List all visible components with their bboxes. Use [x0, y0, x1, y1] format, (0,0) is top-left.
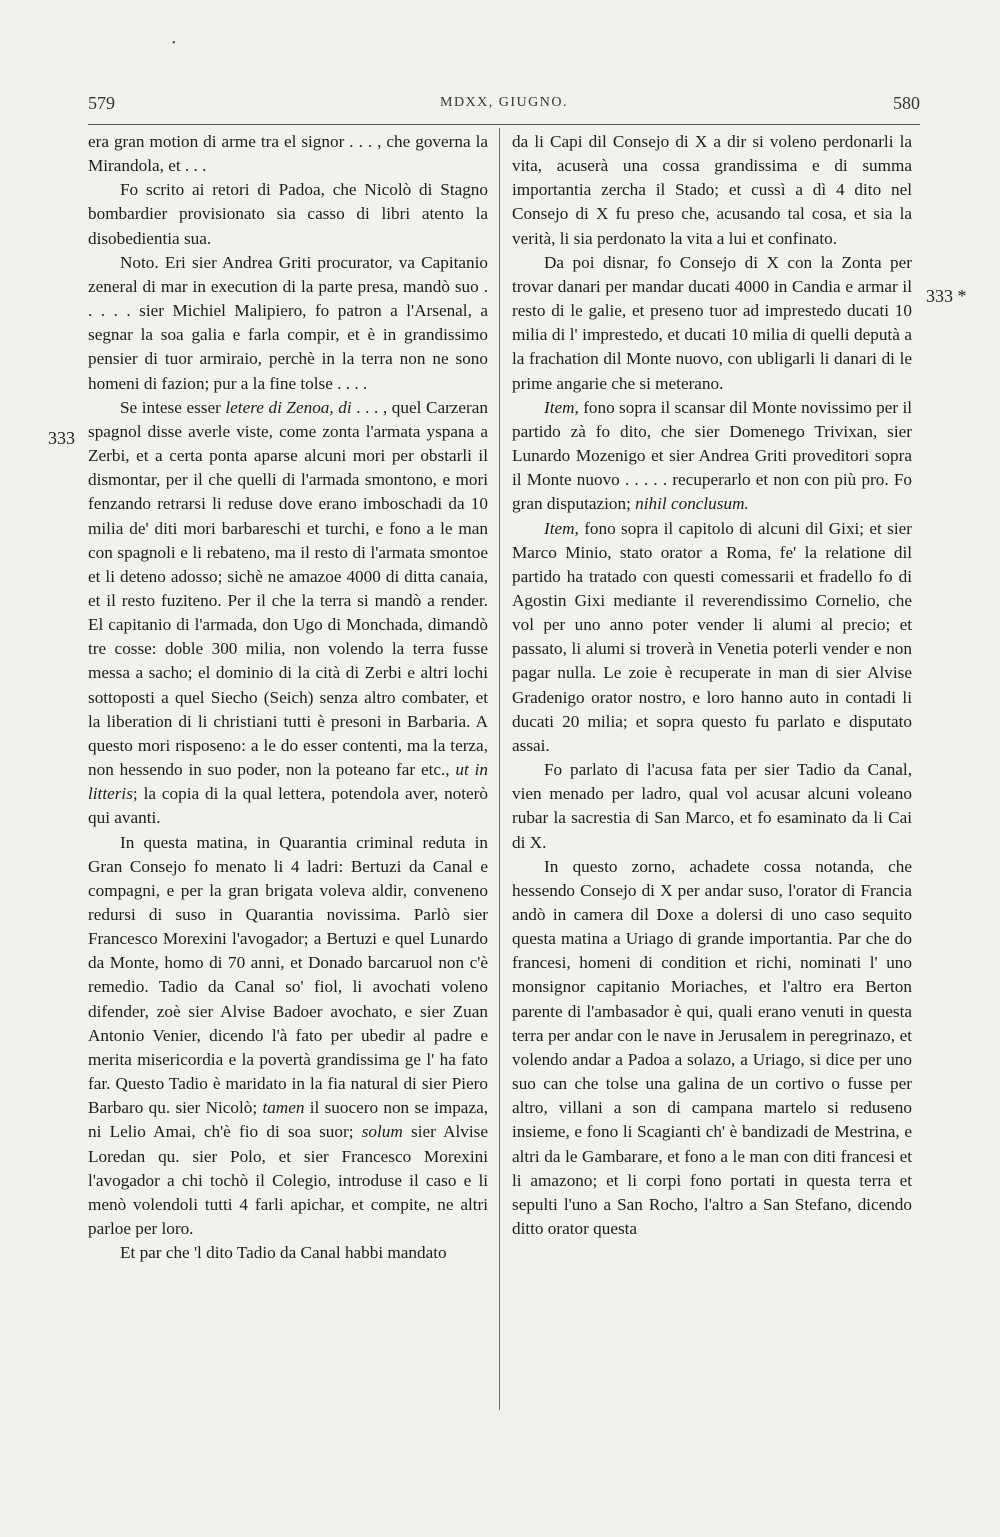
italic-text: letere di Zenoa, di	[225, 397, 352, 417]
header-rule	[88, 124, 920, 125]
paragraph	[512, 855, 912, 1242]
left-page-number: 579	[88, 93, 115, 113]
text-run: sier Alvise Loredan qu. sier Polo, et sier Francesco Morexini l'avogador a chi tochò il Colegio, introduse il caso e li menò volendoli tutti 4 farli apichar, et compite, ne altri parloe per loro.	[88, 1122, 488, 1239]
text-run: . . . , quel Carzeran spagnol disse averle viste, come zonta l'armata yspana a Zerbi, et a certa ponta aparse alcuni mori per obstarli il dismontar, per il che quelli di l'armada smontono, e mori fenzando retrarsi li reduse dove erano imboschadi da 10 milia de' diti mori barbareschi et turchi, e fono a le man con spagnoli e li rebateno, ma il resto di l'armata smontoe et li deteno adosso; sichè ne amazoe 4000 di ditta canaia, et il resto fuziteno. Per il che la terra si mandò a render. El capitanio di l'armada, don Ugo di Monchada, dimandò tre cosse: doble 300 milia, non volendo la terra fusse messa a sacho; el dominio di la cità di Zerbi e altri lochi sottoposti a quel Siecho (Seich) senza altro combater, et la liberation di li christiani tutti è presoni in Barbaria. A questo mori risposeno: a le do esser contenti, ma la terza, non hessendo in suo poder, non la poteano far etc.,	[88, 397, 488, 780]
running-header	[88, 93, 920, 121]
column-divider	[499, 128, 500, 1410]
paragraph	[88, 178, 488, 250]
text-run: fono sopra il scansar dil Monte novissimo per il partido zà fo dito, che sier Domenego Trivixan, sier Lunardo Mozenigo et sier Andrea Griti proveditori sopra il Monte nuovo . . . . . recuperarlo et non con più pro. Fo gran disputazion;	[512, 397, 912, 514]
right-column	[512, 130, 912, 1241]
text-run: era gran motion di arme tra el signor . . . , che governa la Mirandola, et . . .	[88, 132, 488, 176]
paragraph	[88, 1241, 488, 1265]
italic-text: Item,	[544, 397, 579, 417]
text-run: Noto. Eri sier Andrea Griti procurator, va Capitanio zeneral di mar in execution di la parte presa, mandò suo . . . . . sier Michiel Malipiero, fo patron a l'Arsenal, a segnar la soa galia e farla compir, et è in grandissimo pensier di tuor armiraio, perchè in la terra non ne sono homeni di fazion; pur a la fine tolse . . . .	[88, 252, 488, 393]
paragraph	[88, 251, 488, 396]
text-run: In questa matina, in Quarantia criminal reduta in Gran Consejo fo menato li 4 ladri: Bertuzi da Canal e compagni, e per la gran brigata voleva aldir, conveneno redursi di suso in Quarantia novissima. Parlò sier Francesco Morexini l'avogador; a Bertuzi e quel Lunardo da Monte, homo di 70 anni, et Donado barcaruol non c'è remedio. Tadio da Canal so' fiol, li avochati voleno difender, zoè sier Alvise Badoer avochato, e sier Zuan Antonio Venier, dicendo l'à fato per ubedir al padre e merita misericordia e la povertà grandissima ge l' ha fato far. Questo Tadio è maridato in la fia natural di sier Piero Barbaro qu. sier Nicolò;	[88, 832, 488, 1118]
ink-speck: •	[172, 38, 176, 49]
text-run: Fo parlato di l'acusa fata per sier Tadio da Canal, vien menado per ladro, qual vol acusar alcuni voleano rubar la sacrestia di San Marco, et fo esaminato da li Cai di X.	[512, 760, 912, 852]
italic-text: nihil conclusum.	[635, 494, 749, 514]
text-run: Da poi disnar, fo Consejo di X con la Zonta per trovar danari per mandar ducati 4000 in Candia e armar il resto di le galie, et preseno tuor ad imprestedo ducati 10 milia di l' imprestedo, et ducati 10 milia di quelli deputà a la frachation dil Monte nuovo, con ubligarli li danari di le prime angarie che si meterano.	[512, 252, 912, 393]
text-run: Se intese esser	[120, 397, 226, 417]
left-column	[88, 130, 488, 1265]
paragraph	[512, 130, 912, 251]
paragraph	[512, 758, 912, 855]
text-run: ; la copia di la qual lettera, potendola aver, noterò qui avanti.	[88, 784, 488, 828]
paragraph	[88, 396, 488, 831]
text-run: il suocero non se impaza, ni Lelio Amai, ch'è fio di soa suor;	[88, 1098, 488, 1142]
italic-text: solum	[361, 1122, 403, 1142]
text-run: In questo zorno, achadete cossa notanda, che hessendo Consejo di X per andar suso, l'orator di Francia andò in camera dil Doxe a dolersi di uno caso sequito questa matina a Uriago di grande importantia. Par che do francesi, homeni di condition et richi, nominati l' uno monsignor capitanio Moriaches, et l'altro era Berton parente di l'ambasador è qui, quali erano venuti in questa terra per andar con le nave in Jerusalem in peregrinazo, et volendo andar a Padoa a solazo, a Uriago, si dice per uno suo can che tolse una galina de un cortivo o fusse per altro, villani a son di campana martelo si reduseno insieme, e fono li Scagianti ch' è bandizadi de Mestrina, e altri da le Gambarare, et fono a le man con diti francesi et li amazono; et li corpi fono portati in questa terra et sepulti l'uno a San Rocho, l'altro a San Stefano, dicendo ditto orator questa	[512, 856, 912, 1239]
right-page-number: 580	[893, 93, 920, 113]
text-run: Fo scrito ai retori di Padoa, che Nicolò di Stagno bombardier provisionato sia casso di libri atento la disobedientia sua.	[88, 180, 488, 248]
text-run: fono sopra il capitolo di alcuni dil Gixi; et sier Marco Minio, stato orator a Roma, fe' la relatione dil partido ha tratado con questi comessarii et fradello fo di Agostin Gixi mediante il reverendissimo Cornelio, che vol per uno anno poter vender li alumi al precio; et passato, li alumi si troverà in Venetia poterli vender e non pagar nulla. Le zoie è recuperate in man di sier Alvise Gradenigo orator nostro, e loro hanno auto in contadi li ducati 20 milia; et sopra questo fu parlato e disputato assai.	[512, 518, 912, 755]
italic-text: Item,	[544, 518, 579, 538]
paragraph	[512, 251, 912, 396]
paragraph	[88, 831, 488, 1242]
header-title: MDXX, GIUGNO.	[440, 95, 568, 110]
italic-text: ut in litteris	[88, 760, 488, 804]
right-margin-note: 333 *	[926, 286, 967, 306]
paragraph	[88, 130, 488, 178]
italic-text: tamen	[262, 1098, 305, 1118]
text-run: Et par che 'l dito Tadio da Canal habbi mandato	[120, 1243, 447, 1263]
left-margin-note: 333	[48, 428, 75, 448]
paragraph	[512, 517, 912, 759]
paragraph	[512, 396, 912, 517]
text-run: da li Capi dil Consejo di X a dir si voleno perdonarli la vita, acuserà una cossa grandissima e di summa importantia zercha il Stado; et cussì a dì 4 dito nel Consejo di X fu preso che, acusando tal cosa, et sia la verità, li sia perdonato la vita a lui et confinato.	[512, 132, 912, 248]
